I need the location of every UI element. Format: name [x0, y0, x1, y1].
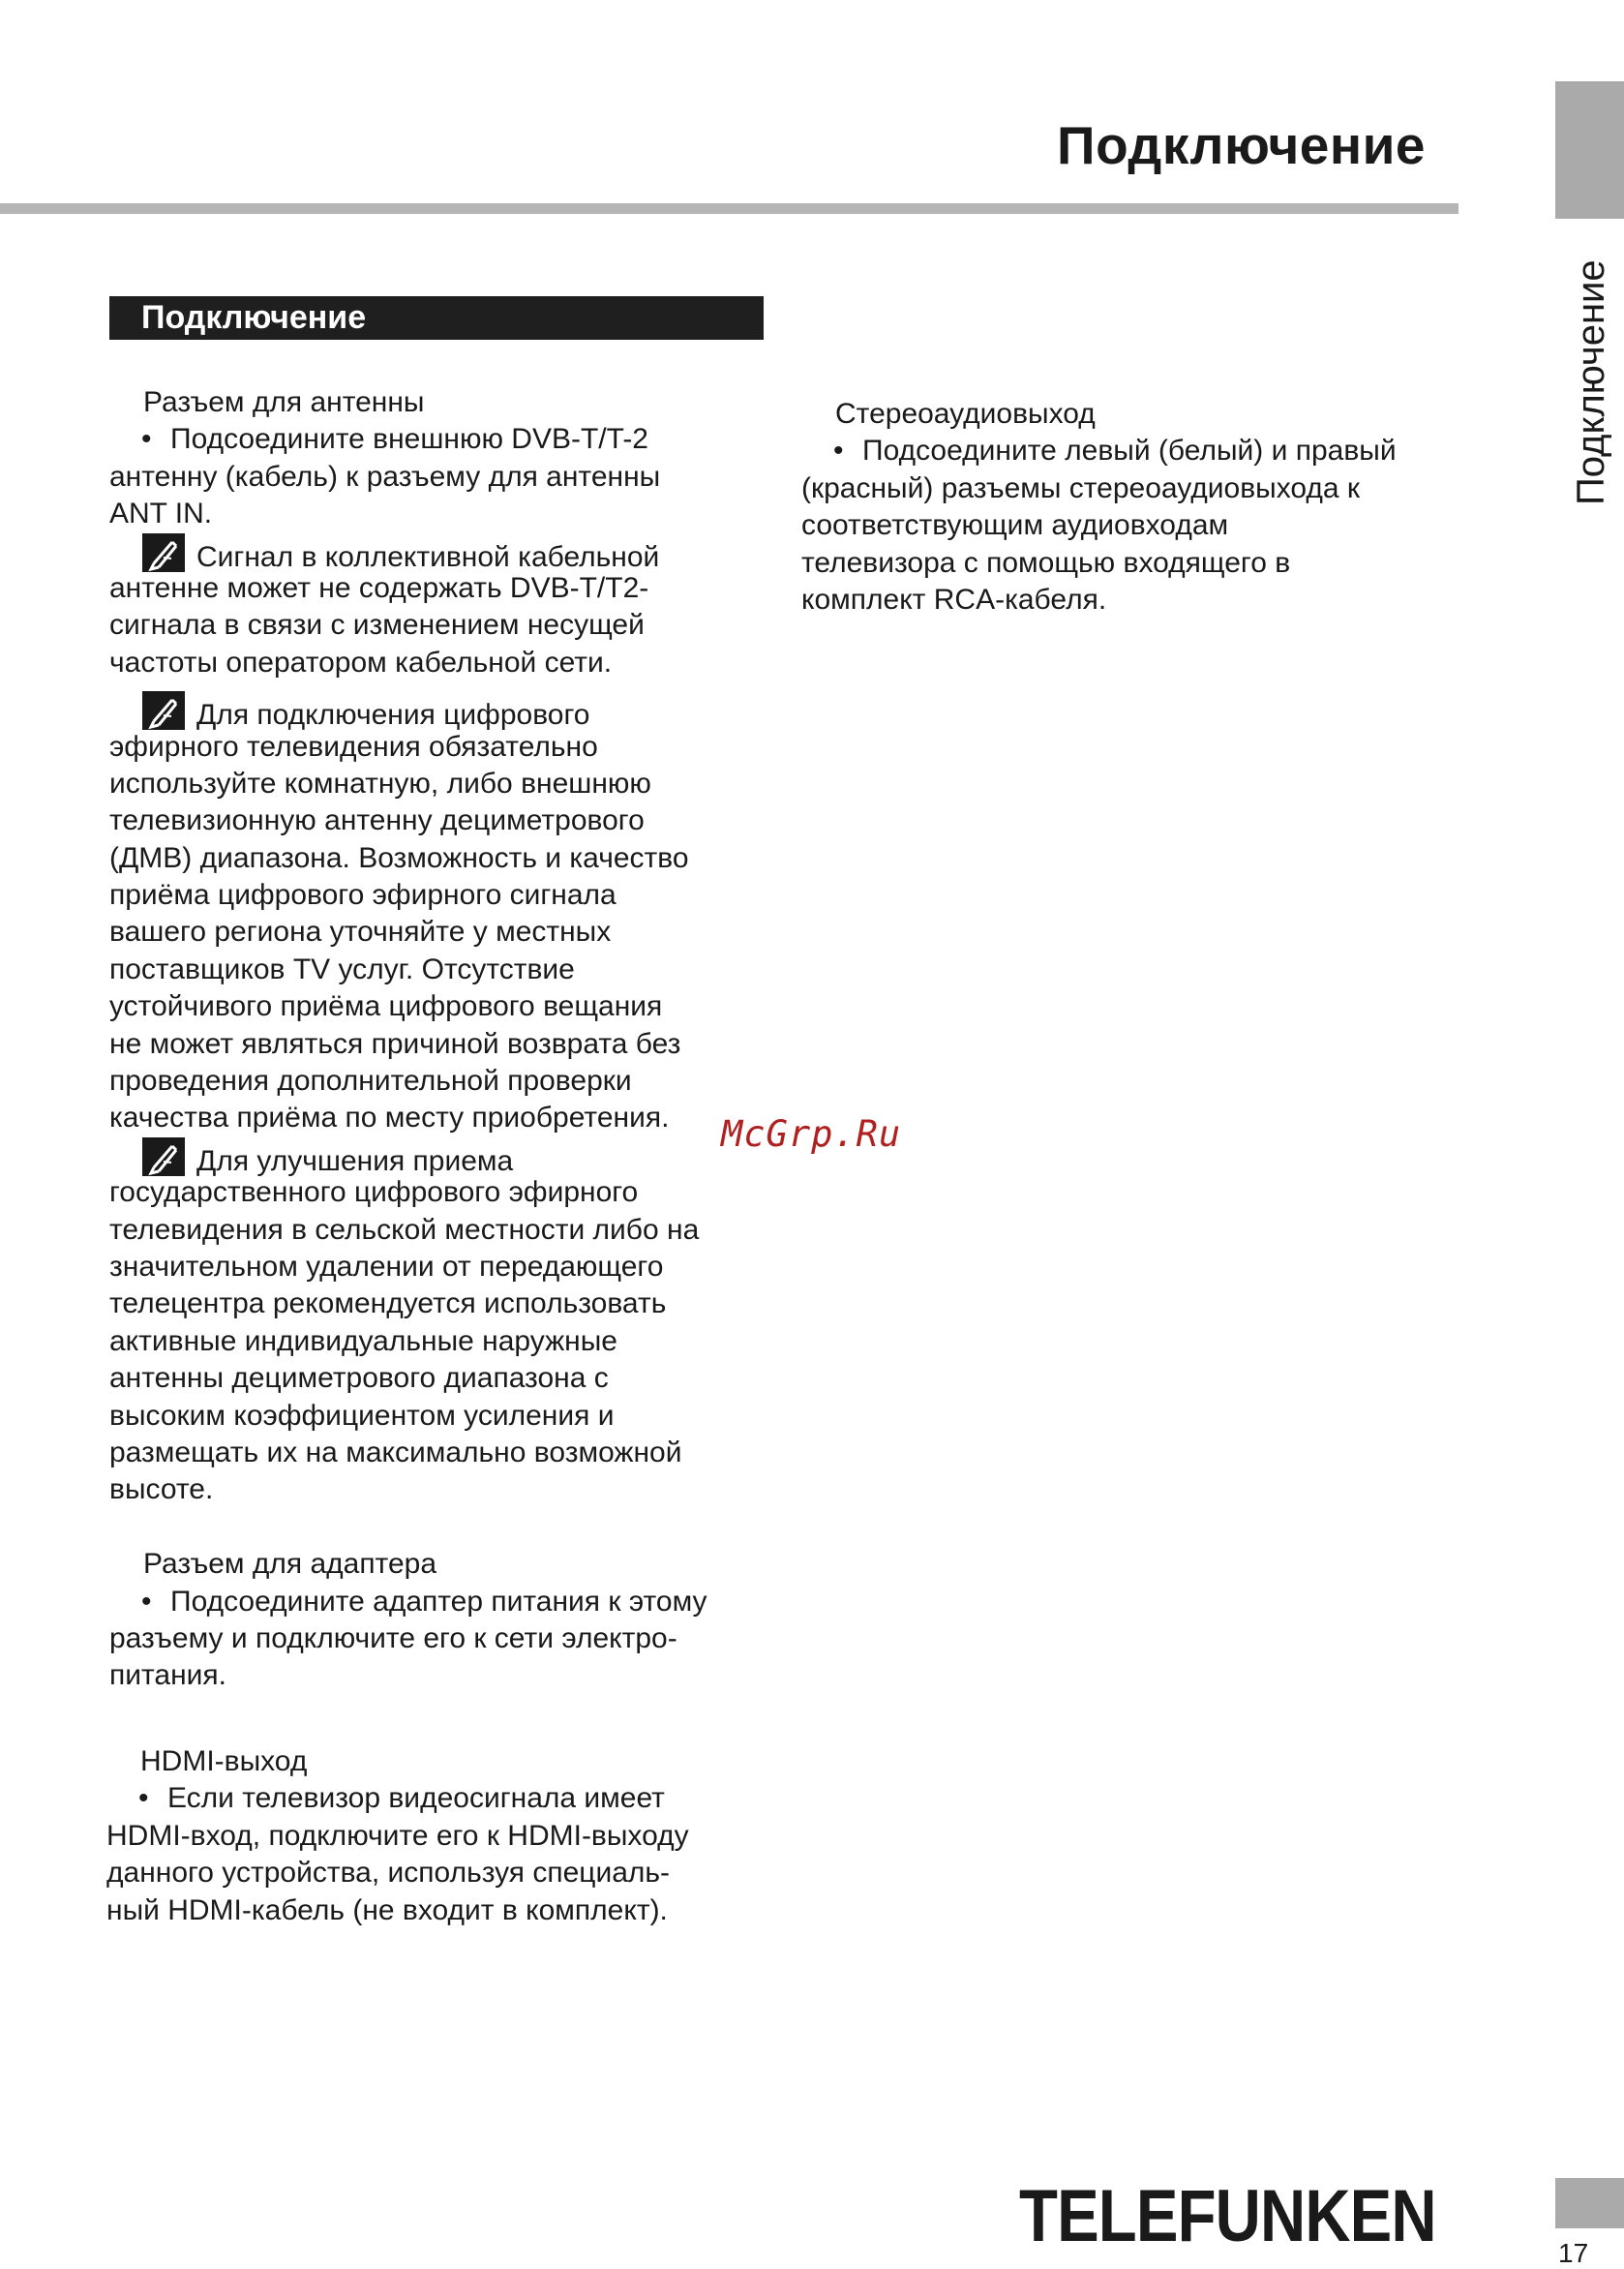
note-text: эфирного телевидения обязательно — [109, 730, 598, 763]
note-text: используйте комнатную, либо внешнюю — [109, 767, 651, 800]
stereo-bullet-line: соответствующим аудиовходам — [801, 509, 1229, 542]
note-text: антенны дециметрового диапазона с — [109, 1362, 609, 1395]
note-text: проведения дополнительной проверки — [109, 1065, 632, 1098]
stereo-bullet-line: комплект RCA-кабеля. — [801, 583, 1107, 616]
note-pencil-icon — [142, 533, 185, 572]
adapter-bullet-line: разъему и подключите его к сети электро- — [109, 1621, 677, 1654]
header-rule — [0, 203, 1459, 214]
side-tab-marker — [1555, 81, 1624, 219]
hdmi-bullet-line: данного устройства, используя специаль- — [106, 1857, 671, 1890]
note-text: поставщиков TV услуг. Отсутствие — [109, 953, 575, 985]
note-text: размещать их на максимально возможной — [109, 1436, 682, 1468]
note-text: не может являться причиной возврата без — [109, 1027, 681, 1060]
note-text: высоте. — [109, 1473, 214, 1506]
note-text: устойчивого приёма цифрового вещания — [109, 990, 663, 1023]
note-text: высоким коэффициентом усиления и — [109, 1399, 615, 1432]
note-text: телевидения в сельской местности либо на — [109, 1213, 700, 1246]
hdmi-bullet-line: HDMI-вход, подключите его к HDMI-выходу — [106, 1819, 689, 1852]
right-column — [801, 396, 1479, 619]
hdmi-bullet-line: ный HDMI-кабель (не входит в комплект). — [106, 1893, 668, 1926]
note-text: телецентра рекомендуется использовать — [109, 1287, 667, 1320]
page-number: 17 — [1558, 2238, 1589, 2268]
note-3-first-line — [109, 1137, 767, 1177]
hdmi-bullet-line: • Если телевизор видеосигнала имеет — [106, 1780, 767, 1817]
hdmi-heading: HDMI-выход — [140, 1745, 308, 1778]
watermark: McGrp.Ru — [721, 1113, 902, 1155]
note-pencil-icon — [142, 691, 185, 730]
page-number-tab — [1555, 2178, 1624, 2228]
note-2-first-line — [109, 691, 767, 732]
section-header: Подключение — [109, 296, 764, 340]
adapter-bullet-line: • Подсоедините адаптер питания к этому — [109, 1584, 767, 1620]
page-title: Подключение — [1057, 115, 1426, 175]
note-pencil-icon — [142, 1137, 185, 1176]
antenna-bullet-line: антенну (кабель) к разъему для антенны — [109, 460, 661, 493]
stereo-bullet-line: • Подсоедините левый (белый) и правый — [801, 433, 1479, 469]
brand-logo: TELEFUNKEN — [1019, 2175, 1436, 2257]
note-1-first-line — [109, 533, 767, 573]
note-text: активные индивидуальные наружные — [109, 1324, 617, 1357]
note-text: Для подключения цифрового — [196, 699, 590, 732]
note-text: приёма цифрового эфирного сигнала — [109, 879, 617, 912]
side-tab-label: Подключение — [1570, 259, 1612, 505]
note-text: значительном удалении от передающего — [109, 1250, 664, 1283]
stereo-bullet-line: телевизора с помощью входящего в — [801, 546, 1291, 579]
note-text: (ДМВ) диапазона. Возможность и качество — [109, 841, 689, 874]
note-text: сигнала в связи с изменением несущей — [109, 609, 645, 642]
note-text: качества приёма по месту приобретения. — [109, 1102, 670, 1134]
note-text: телевизионную антенну дециметрового — [109, 804, 645, 837]
antenna-bullet-line: ANT IN. — [109, 498, 213, 530]
note-text: вашего региона уточняйте у местных — [109, 916, 612, 949]
adapter-heading: Разъем для адаптера — [143, 1548, 437, 1581]
note-text: Сигнал в коллективной кабельной — [196, 540, 660, 573]
adapter-bullet-line: питания. — [109, 1659, 226, 1692]
note-text: частоты оператором кабельной сети. — [109, 646, 613, 679]
note-text: антенне может не содержать DVB-T/T2- — [109, 571, 649, 604]
antenna-bullet-line: • Подсоедините внешнюю DVB-T/T-2 — [109, 421, 767, 458]
left-column — [106, 384, 767, 1929]
antenna-heading: Разъем для антенны — [143, 386, 425, 418]
note-text: государственного цифрового эфирного — [109, 1176, 639, 1209]
note-text: Для улучшения приема — [196, 1144, 514, 1177]
stereo-bullet-line: (красный) разъемы стереоаудиовыхода к — [801, 471, 1361, 504]
stereo-heading: Стереоаудиовыход — [835, 398, 1096, 430]
